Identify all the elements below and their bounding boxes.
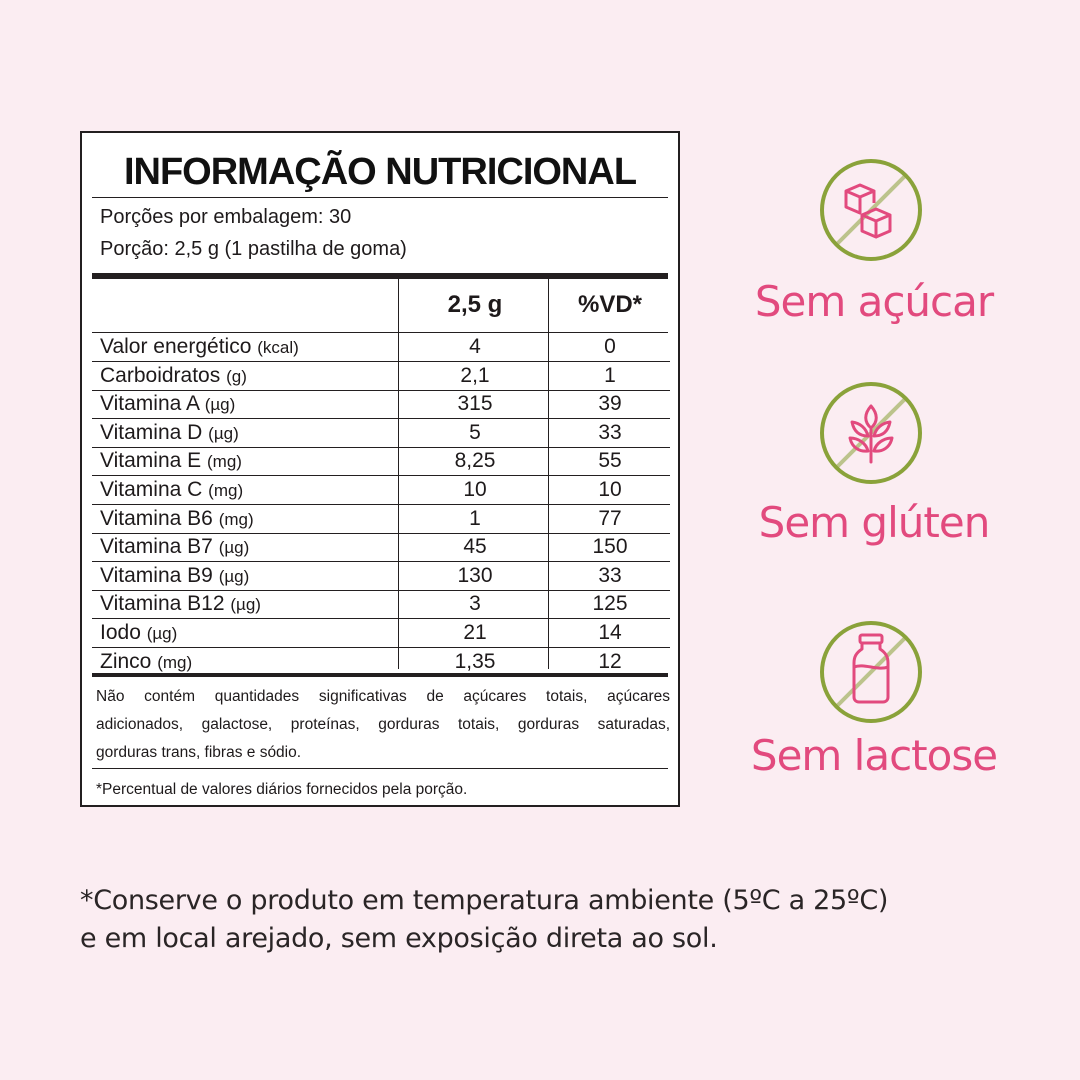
nutrient-name xyxy=(100,535,249,559)
nutrient-dv: 150 xyxy=(592,535,628,559)
nutrient-name xyxy=(100,507,254,531)
nutrient-amount: 1,35 xyxy=(454,649,496,673)
badge-label: Sem glúten xyxy=(758,498,990,547)
nutrient-label: Vitamina B12 xyxy=(100,592,225,616)
table-row xyxy=(92,533,670,561)
nutrient-amount: 10 xyxy=(463,478,487,501)
nutrient-amount: 21 xyxy=(463,621,487,644)
table-row xyxy=(92,419,670,447)
nutrient-name xyxy=(100,364,247,388)
servings-per-package: Porções por embalagem: 30 xyxy=(100,206,352,228)
nutrient-unit: (kcal) xyxy=(257,338,299,357)
nutrient-unit: (mg) xyxy=(218,509,254,529)
nutrient-amount: 1 xyxy=(469,506,481,530)
note-line: Não contém quantidades significativas de açúcares totais, açúcares xyxy=(96,688,670,705)
nutrient-name xyxy=(100,335,299,359)
nutrient-dv: 33 xyxy=(598,420,622,444)
table-row xyxy=(92,562,670,590)
nutrient-unit: (µg) xyxy=(204,395,236,415)
note-line: gorduras trans, fibras e sódio. xyxy=(96,744,302,761)
nutrient-name xyxy=(100,449,242,473)
thick-divider xyxy=(92,273,668,279)
nutrition-facts-panel xyxy=(80,131,680,807)
daily-value-note: *Percentual de valores diários fornecidos pela porção. xyxy=(96,781,468,798)
nutrient-label: Vitamina C xyxy=(100,478,203,501)
note-line: adicionados, galactose, proteínas, gorduras totais, gorduras saturadas, xyxy=(96,716,670,733)
nutrient-name xyxy=(100,421,239,445)
not-significant-note xyxy=(96,683,670,767)
nutrient-unit: (g) xyxy=(226,366,247,386)
nutrient-unit: (µg) xyxy=(218,538,250,558)
nutrient-amount: 5 xyxy=(469,420,481,444)
nutrient-dv: 1 xyxy=(604,363,616,387)
serving-size: Porção: 2,5 g (1 pastilha de goma) xyxy=(100,238,407,260)
table-row xyxy=(92,476,670,504)
nutrient-unit: (µg) xyxy=(146,624,178,643)
column-header-dv: %VD* xyxy=(577,291,643,318)
nutrient-unit: (mg) xyxy=(207,452,242,472)
nutrient-name xyxy=(100,392,235,416)
nutrient-dv: 33 xyxy=(598,563,622,587)
nutrient-unit: (mg) xyxy=(208,481,244,500)
nutrient-unit: (µg) xyxy=(230,595,261,615)
nutrient-dv: 125 xyxy=(592,592,628,616)
nutrient-unit: (µg) xyxy=(218,566,250,586)
nutrient-dv: 0 xyxy=(604,335,616,358)
sugar-cubes-icon xyxy=(816,155,926,265)
nutrient-name xyxy=(100,621,177,645)
column-header-amount: 2,5 g xyxy=(447,291,503,318)
table-row xyxy=(92,362,670,390)
nutrient-label: Vitamina B9 xyxy=(100,563,213,587)
nutrient-label: Carboidratos xyxy=(100,363,221,387)
panel-title: INFORMAÇÃO NUTRICIONAL xyxy=(123,151,637,193)
divider xyxy=(92,768,668,769)
nutrient-dv: 55 xyxy=(598,449,622,473)
badge-label: Sem açúcar xyxy=(754,277,994,326)
nutrient-amount: 45 xyxy=(463,535,487,559)
table-row xyxy=(92,447,670,475)
table-row xyxy=(92,619,670,647)
nutrient-dv: 10 xyxy=(598,478,622,501)
nutrient-label: Zinco xyxy=(100,649,152,673)
table-row xyxy=(92,590,670,618)
nutrient-label: Vitamina B6 xyxy=(100,506,213,530)
nutrient-amount: 130 xyxy=(457,563,493,587)
nutrient-label: Valor energético xyxy=(100,335,252,358)
nutrient-amount: 4 xyxy=(469,335,481,358)
nutrient-dv: 39 xyxy=(598,392,622,416)
nutrient-label: Vitamina E xyxy=(100,449,202,473)
nutrient-unit: (mg) xyxy=(157,652,193,672)
divider xyxy=(92,197,668,198)
storage-note xyxy=(80,882,1040,958)
nutrient-amount: 315 xyxy=(457,392,493,416)
nutrient-label: Vitamina B7 xyxy=(100,535,213,559)
nutrient-name xyxy=(100,478,243,502)
table-row xyxy=(92,505,670,533)
badge-label: Sem lactose xyxy=(750,731,998,780)
nutrient-dv: 14 xyxy=(598,621,622,644)
nutrient-dv: 77 xyxy=(598,506,622,530)
table-row xyxy=(92,333,670,361)
nutrient-amount: 8,25 xyxy=(454,449,496,473)
nutrient-amount: 2,1 xyxy=(460,363,490,387)
nutrient-label: Vitamina D xyxy=(100,420,203,444)
nutrient-unit: (µg) xyxy=(208,423,239,443)
nutrient-amount: 3 xyxy=(469,592,481,616)
badge-gluten-free xyxy=(744,378,1004,558)
badge-sugar-free xyxy=(744,155,1004,335)
nutrient-name xyxy=(100,592,261,616)
table-row xyxy=(92,648,670,676)
nutrient-label: Iodo xyxy=(100,621,141,644)
milk-bottle-icon xyxy=(816,617,926,727)
nutrient-label: Vitamina A xyxy=(100,392,199,416)
thick-divider xyxy=(92,673,668,677)
nutrient-name xyxy=(100,564,249,588)
badge-lactose-free xyxy=(744,617,1004,797)
storage-note-line: e em local arejado, sem exposição direta ao sol. xyxy=(80,923,718,954)
table-row xyxy=(92,390,670,418)
nutrient-name xyxy=(100,650,192,674)
nutrient-dv: 12 xyxy=(598,649,622,673)
storage-note-line: *Conserve o produto em temperatura ambiente (5ºC a 25ºC) xyxy=(80,885,889,916)
wheat-icon xyxy=(816,378,926,488)
